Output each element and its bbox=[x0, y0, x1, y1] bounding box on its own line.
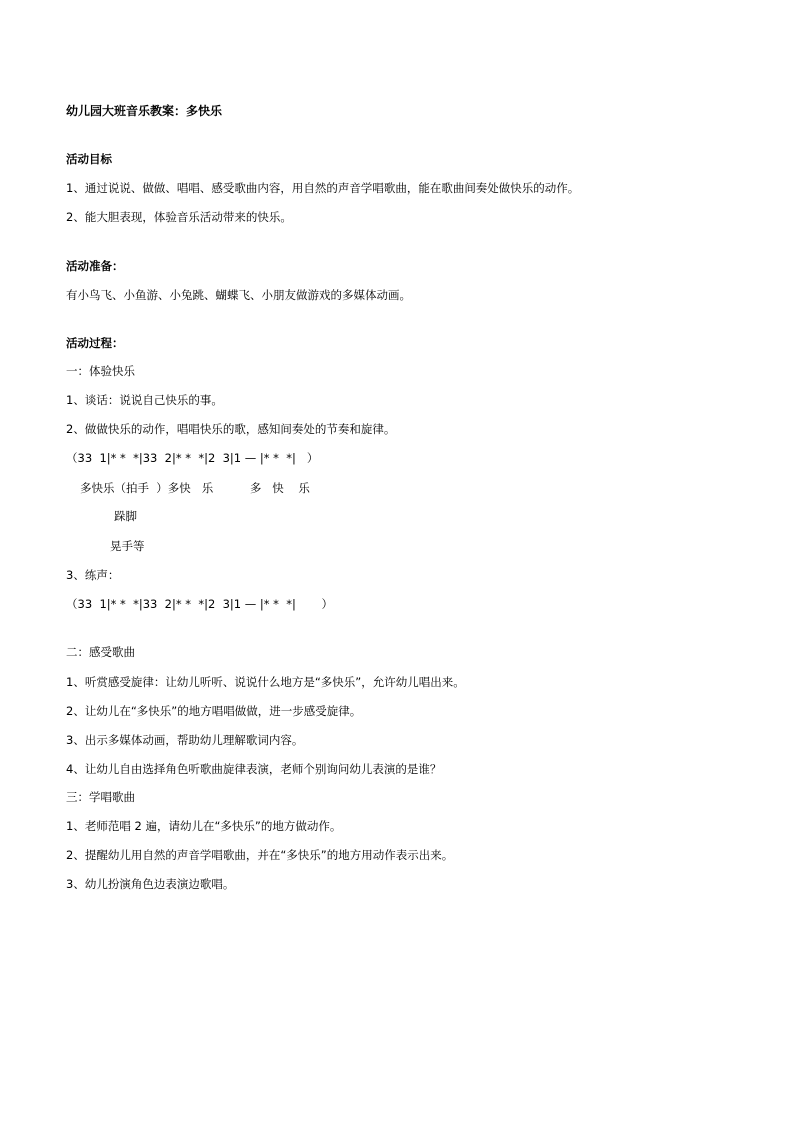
part2-item: 3、出示多媒体动画，帮助幼儿理解歌词内容。 bbox=[66, 733, 304, 747]
preparation-heading: 活动准备： bbox=[66, 259, 124, 273]
part2-heading: 二：感受歌曲 bbox=[66, 645, 135, 659]
part2-item: 2、让幼儿在“多快乐”的地方唱唱做做，进一步感受旋律。 bbox=[66, 704, 362, 718]
part1-step2: 2、做做快乐的动作，唱唱快乐的歌，感知间奏处的节奏和旋律。 bbox=[66, 422, 396, 436]
part1-step1: 1、谈话：说说自己快乐的事。 bbox=[66, 393, 223, 407]
lyrics-line: 多快乐（拍手 ）多快 乐 多 快 乐 bbox=[80, 481, 310, 495]
part3-item: 3、幼儿扮演角色边表演边歌唱。 bbox=[66, 877, 235, 891]
preparation-text: 有小鸟飞、小鱼游、小兔跳、蝴蝶飞、小朋友做游戏的多媒体动画。 bbox=[66, 288, 411, 302]
goal-item: 2、能大胆表现，体验音乐活动带来的快乐。 bbox=[66, 210, 292, 224]
action-wave: 晃手等 bbox=[110, 539, 145, 553]
part1-step3: 3、练声： bbox=[66, 568, 120, 582]
part2-item: 4、让幼儿自由选择角色听歌曲旋律表演，老师个别询问幼儿表演的是谁？ bbox=[66, 762, 442, 776]
document-title: 幼儿园大班音乐教案：多快乐 bbox=[66, 104, 223, 118]
goals-heading: 活动目标 bbox=[66, 152, 112, 166]
part3-heading: 三：学唱歌曲 bbox=[66, 790, 135, 804]
part2-item: 1、听赏感受旋律：让幼儿听听、说说什么地方是“多快乐”，允许幼儿唱出来。 bbox=[66, 675, 465, 689]
goal-item: 1、通过说说、做做、唱唱、感受歌曲内容，用自然的声音学唱歌曲，能在歌曲间奏处做快乐的动作。 bbox=[66, 181, 580, 195]
process-heading: 活动过程： bbox=[66, 336, 124, 350]
part3-item: 1、老师范唱 2 遍，请幼儿在“多快乐”的地方做动作。 bbox=[66, 819, 342, 833]
notation-line-2: （33 1|* * *|33 2|* * *|2 3|1 — |* * *| ） bbox=[66, 597, 333, 611]
notation-line-1: （33 1|* * *|33 2|* * *|2 3|1 — |* * *| ） bbox=[66, 451, 319, 465]
part1-heading: 一：体验快乐 bbox=[66, 364, 135, 378]
part3-item: 2、提醒幼儿用自然的声音学唱歌曲，并在“多快乐”的地方用动作表示出来。 bbox=[66, 848, 454, 862]
action-stomp: 跺脚 bbox=[114, 509, 137, 523]
